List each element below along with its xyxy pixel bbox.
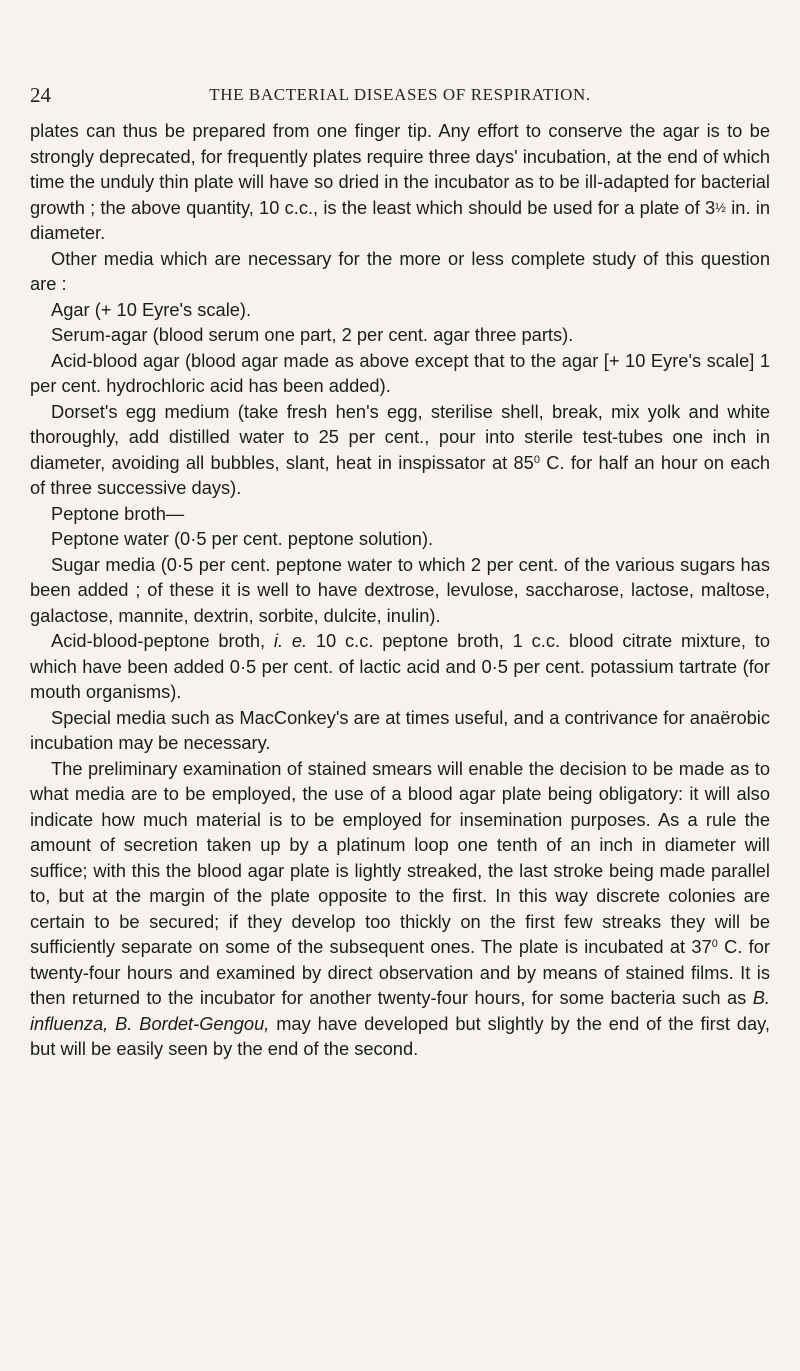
paragraph xyxy=(30,118,770,246)
text-run: may have developed but slightly by the end of the first day, but will be easily seen by the end of the second. xyxy=(30,1012,770,1059)
italic-text: i. e. xyxy=(273,630,308,651)
text-run: The preliminary examination of stained smears will enable the decision to be made as to what media are to be employed, the use of a blood agar plate being obligatory: it will also indicate how much material is to be employed for insemination purposes. As a rule the amount of secretion taken up by a platinum loop one tenth of an inch in diameter will suffice; with this the blood agar plate is lightly streaked, the last stroke being made parallel to, but at the margin of the plate opposite to the first. In this way discrete colonies are certain to be secured; if they develop too thickly on the first few streaks they will be sufficiently separate on some of the subsequent ones. The plate is incubated at 37 xyxy=(30,757,770,957)
text-run: in. in diameter. xyxy=(30,196,770,243)
page-number: 24 xyxy=(30,83,51,107)
paragraph xyxy=(30,756,770,1062)
text-run: Acid-blood-peptone broth, xyxy=(51,630,274,651)
degree-mark: 0 xyxy=(533,453,540,466)
text-run: C. for twenty-four hours and examined by direct observation and by means of stained films. It is then returned to the incubator for another twenty-four hours, for some bacteria such as xyxy=(30,936,770,1008)
media-item xyxy=(30,628,770,705)
degree-mark: 0 xyxy=(711,938,718,950)
italic-text: B. influenza, B. Bordet-Gengou, xyxy=(30,987,770,1034)
text-run: 10 c.c. peptone broth, 1 c.c. blood citrate mixture, to which have been added 0·5 per cent. of lactic acid and 0·5 per cent. potassium tartrate (for mouth organisms). xyxy=(30,630,770,702)
media-item: Serum-agar (blood serum one part, 2 per cent. agar three parts). xyxy=(51,324,574,345)
running-title: THE BACTERIAL DISEASES OF RESPIRATION. xyxy=(209,85,591,104)
text-run: plates can thus be prepared from one finger tip. Any effort to conserve the agar is to be strongly deprecated, for frequently plates require three days' incubation, at the end of which time the unduly thin plate will have so dried in the incubator as to be ill-adapted for bacterial growth ; the above quantity, 10 c.c., is the least which should be used for a plate of 3 xyxy=(30,120,770,218)
text-run: Dorset's egg medium (take fresh hen's egg, sterilise shell, break, mix yolk and white thoroughly, add distilled water to 25 per cent., pour into sterile test-tubes one inch in diameter, avoiding all bubbles, slant, heat in inspissator at 85 xyxy=(30,400,770,473)
body-text xyxy=(30,118,770,1062)
paragraph: Other media which are necessary for the more or less complete study of this question are : xyxy=(30,247,770,294)
page-header xyxy=(30,83,770,109)
media-item: Peptone water (0·5 per cent. peptone solution). xyxy=(51,528,434,549)
text-run: C. for half an hour on each of three successive days). xyxy=(30,451,771,498)
media-item xyxy=(30,399,770,501)
fraction: ½ xyxy=(715,199,727,215)
media-item: Sugar media (0·5 per cent. peptone water to which 2 per cent. of the various sugars has been added ; of these it is well to have dextrose, levulose, saccharose, lactose, maltose, galactose, mannite, dextrin, sorbite, dulcite, inulin). xyxy=(30,553,770,626)
media-item: Agar (+ 10 Eyre's scale). xyxy=(51,298,252,320)
media-item: Peptone broth— xyxy=(51,502,185,524)
paragraph: Special media such as MacConkey's are at times useful, and a contrivance for anaërobic incubation may be necessary. xyxy=(30,706,770,753)
media-item: Acid-blood agar (blood agar made as above except that to the agar [+ 10 Eyre's scale] 1 per cent. hydrochloric acid has been added). xyxy=(30,349,770,396)
